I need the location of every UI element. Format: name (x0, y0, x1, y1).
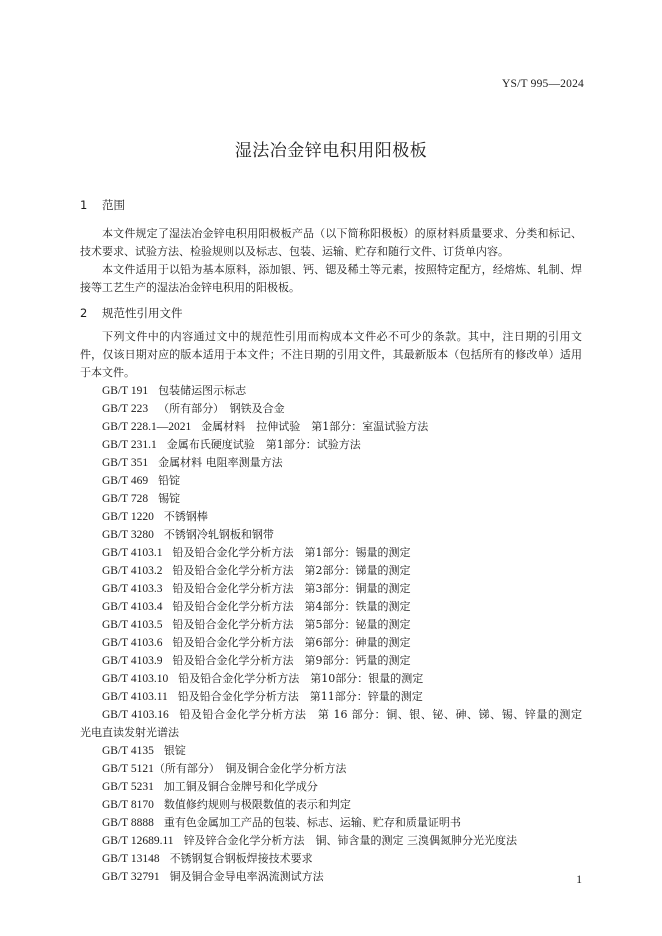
reference-item: GB/T 3280 不锈钢冷轧钢板和钢带 (102, 528, 274, 541)
reference-item: GB/T 223 （所有部分） 钢铁及合金 (102, 402, 285, 415)
reference-item: GB/T 4103.9 铅及铅合金化学分析方法 第9部分：钙量的测定 (102, 654, 411, 667)
reference-item: GB/T 351 金属材料 电阻率测量方法 (102, 456, 283, 469)
section-1-paragraph-2: 本文件适用于以铅为基本原料，添加银、钙、锶及稀土等元素，按照特定配方，经熔炼、轧制、焊接等工艺生产的湿法冶金锌电积用的阳极板。 (80, 263, 582, 294)
reference-item: GB/T 4103.5 铅及铅合金化学分析方法 第5部分：铋量的测定 (102, 618, 411, 631)
reference-item: GB/T 4103.10 铅及铅合金化学分析方法 第10部分：银量的测定 (102, 672, 424, 685)
section-number: 2 (80, 306, 88, 320)
reference-item: GB/T 4103.4 铅及铅合金化学分析方法 第4部分：铁量的测定 (102, 600, 411, 613)
section-2-paragraph-1: 下列文件中的内容通过文中的规范性引用而构成本文件必不可少的条款。其中，注日期的引用文件，仅该日期对应的版本适用于本文件；不注日期的引用文件，其最新版本（包括所有的修改单）适用于本文件。 (80, 330, 582, 379)
reference-item: GB/T 728 锡锭 (102, 492, 181, 505)
reference-item: GB/T 4103.2 铅及铅合金化学分析方法 第2部分：锑量的测定 (102, 564, 411, 577)
reference-item: GB/T 5121（所有部分） 铜及铜合金化学分析方法 (102, 762, 347, 775)
section-1-paragraph-1: 本文件规定了湿法冶金锌电积用阳极板产品（以下简称阳极板）的原材料质量要求、分类和标记、技术要求、试验方法、检验规则以及标志、包装、运输、贮存和随行文件、订货单内容。 (80, 227, 582, 258)
reference-item: GB/T 4103.16 铅及铅合金化学分析方法 第 16 部分：铜、银、铋、砷、锑、锡、锌量的测定 光电直读发射光谱法 (80, 708, 593, 739)
reference-item: GB/T 12689.11 锌及锌合金化学分析方法 铜、铈含量的测定 三溴偶氮胂分光光度法 (102, 834, 518, 847)
section-title: 范围 (102, 198, 125, 212)
reference-item: GB/T 13148 不锈钢复合钢板焊接技术要求 (102, 852, 313, 865)
reference-item: GB/T 32791 铜及铜合金导电率涡流测试方法 (102, 870, 324, 883)
reference-item: GB/T 4103.1 铅及铅合金化学分析方法 第1部分：锡量的测定 (102, 546, 411, 559)
page-number: 1 (576, 874, 582, 886)
reference-item: GB/T 4135 银锭 (102, 744, 186, 757)
reference-item: GB/T 4103.6 铅及铅合金化学分析方法 第6部分：砷量的测定 (102, 636, 411, 649)
reference-item: GB/T 191 包装储运图示标志 (102, 384, 247, 397)
reference-item: GB/T 5231 加工铜及铜合金牌号和化学成分 (102, 780, 318, 793)
reference-item: GB/T 1220 不锈钢棒 (102, 510, 208, 523)
reference-item: GB/T 4103.11 铅及铅合金化学分析方法 第11部分：锌量的测定 (102, 690, 423, 703)
standard-number: YS/T 995—2024 (502, 78, 584, 90)
reference-item: GB/T 4103.3 铅及铅合金化学分析方法 第3部分：铜量的测定 (102, 582, 411, 595)
reference-list (80, 382, 593, 886)
reference-item: GB/T 231.1 金属布氏硬度试验 第1部分：试验方法 (102, 438, 361, 451)
section-title: 规范性引用文件 (102, 306, 183, 320)
reference-item: GB/T 228.1—2021 金属材料 拉伸试验 第1部分：室温试验方法 (102, 420, 429, 433)
reference-item: GB/T 469 铅锭 (102, 474, 181, 487)
section-number: 1 (80, 198, 88, 212)
section-1-heading (80, 197, 125, 213)
reference-item: GB/T 8170 数值修约规则与极限数值的表示和判定 (102, 798, 351, 811)
document-title: 湿法冶金锌电积用阳极板 (234, 141, 428, 161)
reference-item: GB/T 8888 重有色金属加工产品的包装、标志、运输、贮存和质量证明书 (102, 816, 461, 829)
section-2-heading (80, 305, 183, 321)
